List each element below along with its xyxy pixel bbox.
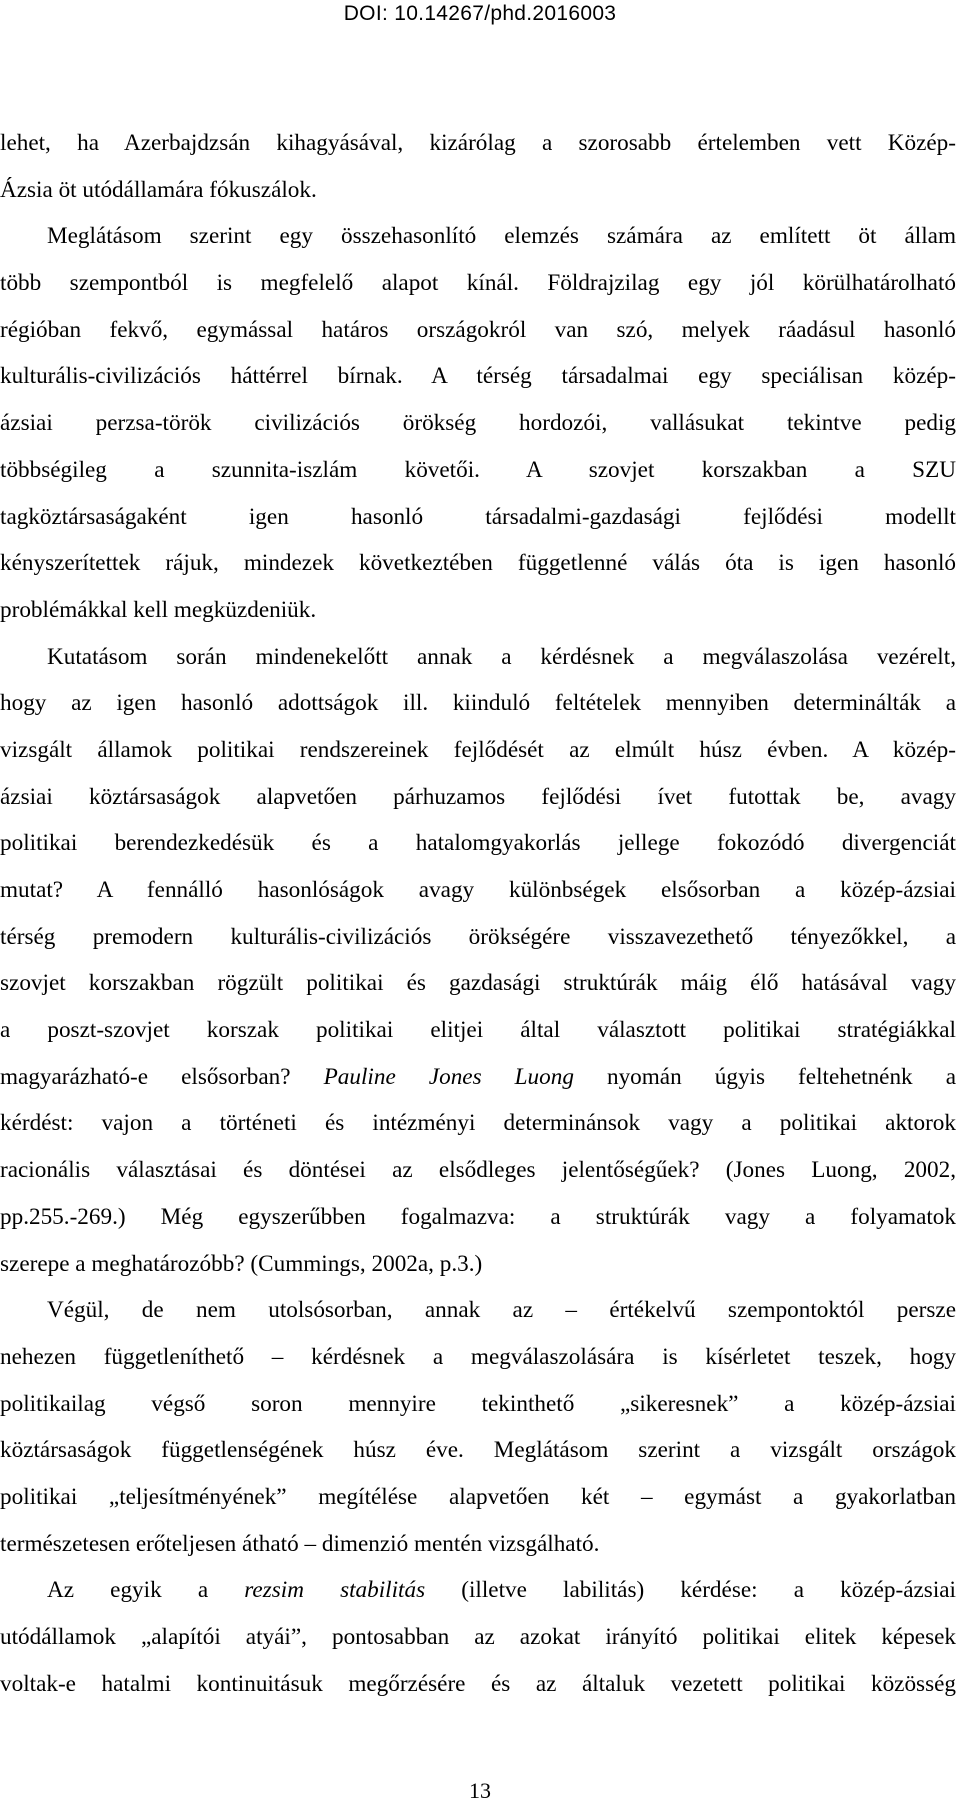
- text-line: szerepe a meghatározóbb? (Cummings, 2002a, p.3.): [0, 1250, 483, 1277]
- text-line: mutat? A fennálló hasonlóságok avagy különbségek elsősorban a közép-ázsiai: [0, 877, 956, 903]
- text-line: pp.255.-269.) Még egyszerűbben fogalmazva: a struktúrák vagy a folyamatok: [0, 1203, 956, 1230]
- text-run: nyomán úgyis feltehetnénk a: [573, 1063, 956, 1090]
- text-line: térség premodern kulturális-civilizációs örökségére visszavezethető tényezőkkel, a: [0, 923, 956, 950]
- text-line: [0, 1054, 956, 1101]
- text-run: (illetve labilitás) kérdése: a közép-ázsiai: [425, 1577, 956, 1604]
- text-line: [0, 1567, 956, 1614]
- text-line: politikai „teljesítményének” megítélése alapvetően két – egymást a gyakorlatban: [0, 1483, 956, 1510]
- text-line: kényszerítettek rájuk, mindezek következtében függetlenné válás óta is igen hasonló: [0, 550, 956, 577]
- text-line: lehet, ha Azerbajdzsán kihagyásával, kizárólag a szorosabb értelemben vett Közép-: [0, 130, 956, 156]
- body-text: [0, 120, 956, 1707]
- text-line: hogy az igen hasonló adottságok ill. kiinduló feltételek mennyiben determinálták a: [0, 690, 956, 717]
- text-line: utódállamok „alapítói atyái”, pontosabban az azokat irányító politikai elitek képesek: [0, 1624, 956, 1650]
- text-line: Ázsia öt utódállamára fókuszálok.: [0, 176, 317, 203]
- doi-header: DOI: 10.14267/phd.2016003: [343, 2, 617, 25]
- text-line: Végül, de nem utolsósorban, annak az – értékelvű szempontoktól persze: [47, 1297, 956, 1324]
- text-line: szovjet korszakban rögzült politikai és gazdasági struktúrák máig élő hatásával vagy: [0, 970, 956, 997]
- text-line: racionális választásai és döntései az elsődleges jelentőségűek? (Jones Luong, 2002,: [0, 1157, 956, 1184]
- italic-author-name: Pauline Jones Luong: [323, 1063, 574, 1090]
- text-line: a poszt-szovjet korszak politikai elitjei által választott politikai stratégiákkal: [0, 1017, 956, 1044]
- text-line: természetesen erőteljesen átható – dimenzió mentén vizsgálható.: [0, 1530, 600, 1557]
- italic-term: rezsim stabilitás: [244, 1577, 426, 1604]
- text-line: ázsiai köztársaságok alapvetően párhuzamos fejlődési ívet futottak be, avagy: [0, 783, 956, 810]
- text-line: többségileg a szunnita-iszlám követői. A szovjet korszakban a SZU: [0, 456, 956, 483]
- text-line: Kutatásom során mindenekelőtt annak a kérdésnek a megválaszolása vezérelt,: [47, 643, 956, 670]
- text-run: Az egyik a: [47, 1577, 245, 1604]
- text-line: vizsgált államok politikai rendszereinek fejlődését az elmúlt húsz évben. A közép-: [0, 736, 956, 763]
- text-line: régióban fekvő, egymással határos országokról van szó, melyek ráadásul hasonló: [0, 316, 956, 343]
- text-line: politikailag végső soron mennyire tekinthető „sikeresnek” a közép-ázsiai: [0, 1390, 956, 1417]
- text-line: köztársaságok függetlenségének húsz éve. Meglátásom szerint a vizsgált országok: [0, 1437, 956, 1464]
- text-line: voltak-e hatalmi kontinuitásuk megőrzésére és az általuk vezetett politikai közösség: [0, 1670, 956, 1697]
- text-run: magyarázható-e elsősorban?: [0, 1063, 324, 1090]
- text-line: kérdést: vajon a történeti és intézményi determinánsok vagy a politikai aktorok: [0, 1110, 956, 1137]
- text-line: kulturális-civilizációs háttérrel bírnak. A térség társadalmai egy speciálisan közép-: [0, 363, 956, 390]
- text-line: ázsiai perzsa-török civilizációs örökség hordozói, vallásukat tekintve pedig: [0, 410, 956, 437]
- text-line: politikai berendezkedésük és a hatalomgyakorlás jellege fokozódó divergenciát: [0, 830, 956, 857]
- page-number: 13: [469, 1778, 491, 1803]
- text-line: problémákkal kell megküzdeniük.: [0, 596, 317, 623]
- text-line: tagköztársaságaként igen hasonló társadalmi-gazdasági fejlődési modellt: [0, 503, 956, 530]
- text-line: Meglátásom szerint egy összehasonlító elemzés számára az említett öt állam: [47, 223, 956, 250]
- text-line: nehezen függetleníthető – kérdésnek a megválaszolására is kísérletet teszek, hogy: [0, 1343, 956, 1370]
- text-line: több szempontból is megfelelő alapot kínál. Földrajzilag egy jól körülhatárolható: [0, 270, 956, 297]
